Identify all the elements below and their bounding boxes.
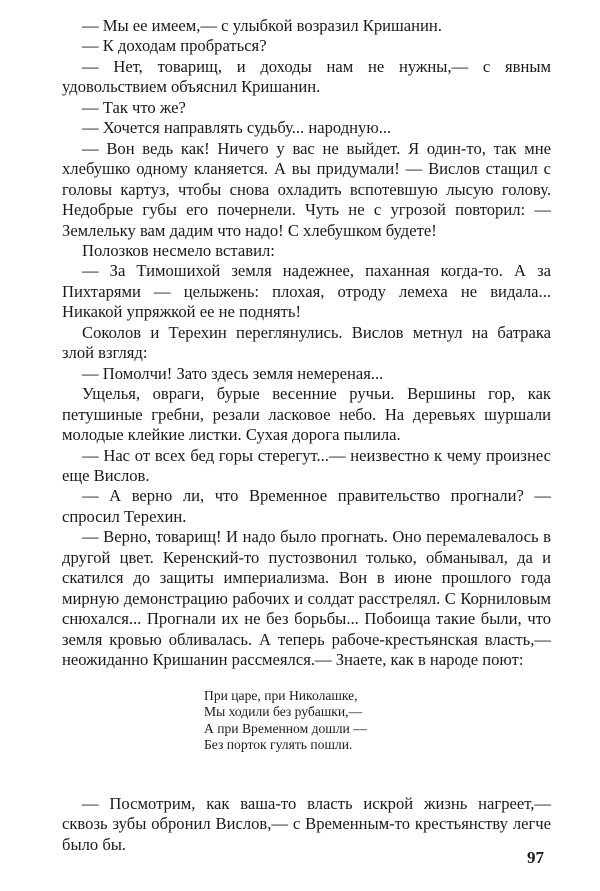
poem-line: А при Временном дошли —	[204, 720, 367, 736]
page-body	[62, 16, 551, 855]
paragraph: — Нет, товарищ, и доходы нам не нужны,— с явным удовольствием объяснил Кришанин.	[62, 56, 551, 97]
poem-stanza	[204, 688, 551, 754]
paragraphs	[62, 16, 551, 671]
closing-paragraph: — Посмотрим, как ваша-то власть искрой жизнь нагреет,— сквозь зубы обронил Вислов,— с Временным-то крестьянству легче было бы.	[62, 793, 551, 854]
poem-line: Мы ходили без рубашки,—	[204, 704, 363, 720]
paragraph: — Нас от всех бед горы стерегут...— неизвестно к чему произнес еще Вислов.	[62, 445, 551, 485]
paragraph: — Помолчи! Зато здесь земля немереная...	[82, 363, 384, 383]
page-number: 97	[527, 848, 544, 867]
poem-line: Без порток гулять пошли.	[204, 737, 353, 753]
paragraph: — Мы ее имеем,— с улыбкой возразил Кришанин.	[82, 16, 442, 35]
paragraph: — Вон ведь как! Ничего у вас не выйдет. Я один-то, так мне хлебушко одному кланяется. А вы придумали! — Вислов стащил с головы картуз, чтобы снова охладить вспотевшую лысую голову. Недобрые губы его почернели. Чуть не с угрозой повторил: — Землельку вам дадим что надо! С хлебушком будете!	[62, 138, 551, 240]
paragraph: — А верно ли, что Временное правительство прогнали? — спросил Терехин.	[62, 486, 551, 526]
paragraph: Соколов и Терехин переглянулись. Вислов метнул на батрака злой взгляд:	[62, 322, 551, 363]
paragraph: Ущелья, овраги, бурые весенние ручьи. Вершины гор, как петушиные гребни, резали ласковое небо. На деревьях шуршали молодые клейкие листки. Сухая дорога пылила.	[62, 384, 551, 445]
paragraph: — Хочется направлять судьбу... народную...	[82, 118, 392, 138]
paragraph: — Верно, товарищ! И надо было прогнать. Оно перемалевалось в другой цвет. Керенский-то пустозвонил только, обманывал, да и скатился до защиты империализма. Вон в июне прошлого года мирную демонстрацию рабочих и солдат расстрелял. С Корниловым снюхался... Прогнали их не без борьбы... Побоища такие были, что земля кровью обливалась. А теперь рабоче-крестьянская власть,— неожиданно Кришанин рассмеялся.— Знаете, как в народе поют:	[62, 527, 551, 670]
paragraph: Полозков несмело вставил:	[82, 240, 275, 260]
paragraph: — Так что же?	[82, 97, 186, 117]
poem-line: При царе, при Николашке,	[204, 687, 358, 703]
paragraph: — За Тимошихой земля надежнее, паханная когда-то. А за Пихтарями — целыжень: плохая, отроду лемеха не видала... Никакой упряжкой ее не поднять!	[62, 261, 551, 322]
paragraph: — К доходам пробраться?	[82, 36, 267, 56]
